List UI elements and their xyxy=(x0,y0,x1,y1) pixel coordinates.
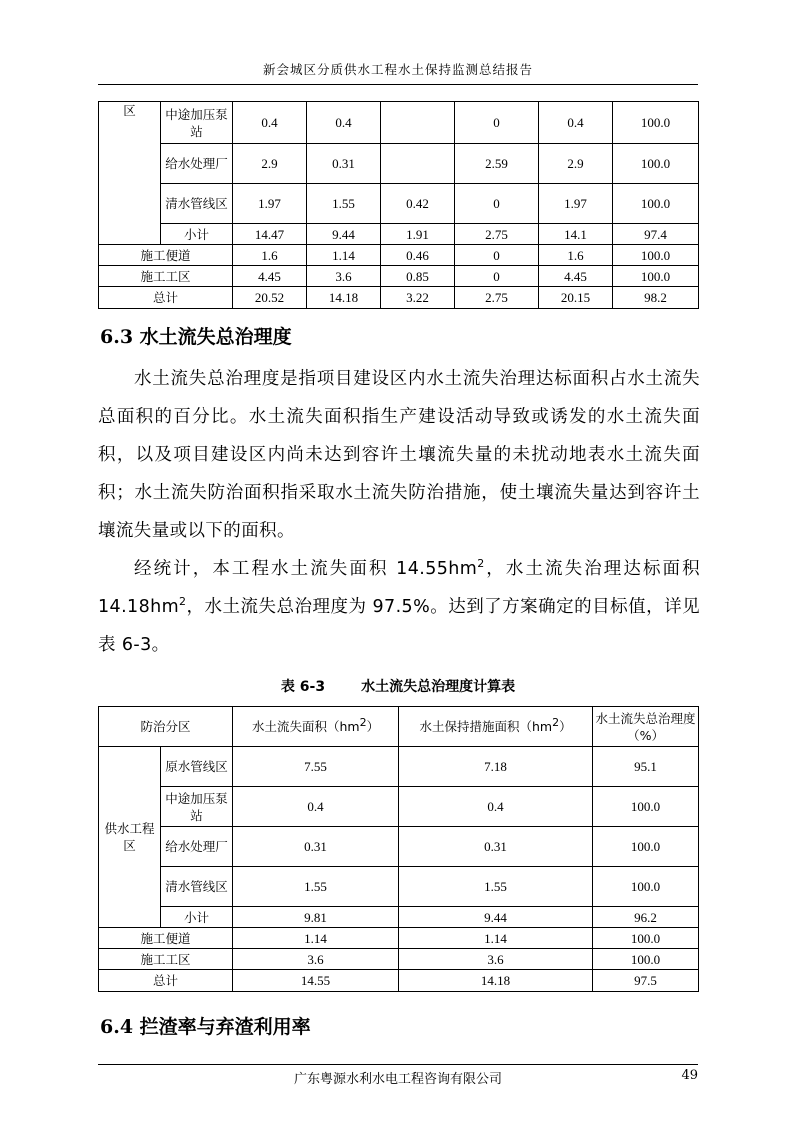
table-cell-name: 总计 xyxy=(99,287,233,309)
table-cell: 1.14 xyxy=(399,928,593,949)
table-cell: 97.5 xyxy=(593,970,699,992)
table-cell: 14.47 xyxy=(233,224,307,245)
table-row xyxy=(99,184,699,224)
table-cell: 0.46 xyxy=(381,245,455,266)
table-row xyxy=(99,907,699,928)
table-cell: 3.6 xyxy=(233,949,399,970)
table-cell: 3.6 xyxy=(307,266,381,287)
header-zone: 防治分区 xyxy=(99,707,233,747)
table-cell: 20.15 xyxy=(539,287,613,309)
table-cell: 100.0 xyxy=(613,144,699,184)
table-cell: 0 xyxy=(455,184,539,224)
table-row xyxy=(99,928,699,949)
table-cell: 97.4 xyxy=(613,224,699,245)
table-cell: 95.1 xyxy=(593,747,699,787)
header-control-rate: 水土流失总治理度（%） xyxy=(593,707,699,747)
table-cell: 0 xyxy=(455,266,539,287)
page-number: 49 xyxy=(681,1068,698,1083)
table-cell: 7.18 xyxy=(399,747,593,787)
page-header-title: 新会城区分质供水工程水土保持监测总结报告 xyxy=(262,62,533,77)
table-row xyxy=(99,827,699,867)
table-cell: 2.9 xyxy=(539,144,613,184)
table-cell: 1.97 xyxy=(539,184,613,224)
table-row xyxy=(99,970,699,992)
table-6-3 xyxy=(98,706,699,992)
table-row xyxy=(99,867,699,907)
table-row xyxy=(99,949,699,970)
table-cell: 0.4 xyxy=(539,102,613,144)
table-cell: 100.0 xyxy=(613,102,699,144)
table-cell: 100.0 xyxy=(593,827,699,867)
table-cell: 0.4 xyxy=(307,102,381,144)
table-cell xyxy=(381,102,455,144)
table-cell-name: 中途加压泵站 xyxy=(161,102,233,144)
table-caption-number: 表 6-3 xyxy=(280,679,326,695)
footer-rule xyxy=(98,1064,698,1065)
table-6-2-continued xyxy=(98,101,699,309)
table-cell: 9.44 xyxy=(307,224,381,245)
table-cell: 0 xyxy=(455,245,539,266)
paragraph-definition: 水土流失总治理度是指项目建设区内水土流失治理达标面积占水土流失总面积的百分比。水土流失面积指生产建设活动导致或诱发的水土流失面积，以及项目建设区内尚未达到容许土壤流失量的未扰动地表水土流失面积；水土流失防治面积指采取水土流失防治措施，使土壤流失量达到容许土壤流失量或以下的面积。 xyxy=(98,369,700,541)
table-cell-name: 清水管线区 xyxy=(161,184,233,224)
table-cell: 1.6 xyxy=(539,245,613,266)
table-cell: 0.4 xyxy=(233,102,307,144)
table-row xyxy=(99,266,699,287)
table-cell: 2.59 xyxy=(455,144,539,184)
table-cell: 2.75 xyxy=(455,224,539,245)
table-cell xyxy=(381,144,455,184)
table-cell: 0.4 xyxy=(233,787,399,827)
table-cell: 1.91 xyxy=(381,224,455,245)
stat-text-1: 经统计，本工程水土流失面积 14.55hm xyxy=(134,559,478,579)
header-rule xyxy=(98,84,698,85)
table-cell: 4.45 xyxy=(233,266,307,287)
table-cell: 7.55 xyxy=(233,747,399,787)
table-cell: 0.42 xyxy=(381,184,455,224)
table-cell: 0.85 xyxy=(381,266,455,287)
table-cell: 100.0 xyxy=(613,184,699,224)
table-cell: 2.75 xyxy=(455,287,539,309)
table-cell: 1.97 xyxy=(233,184,307,224)
table-cell: 1.55 xyxy=(399,867,593,907)
stat-text-3: ，水土流失总治理度为 97.5%。达到了方案确定的目标值，详见表 6-3。 xyxy=(98,597,700,655)
table-cell: 0.31 xyxy=(399,827,593,867)
table-cell: 2.9 xyxy=(233,144,307,184)
table-cell: 1.14 xyxy=(233,928,399,949)
table-cell-name: 原水管线区 xyxy=(161,747,233,787)
table-cell-name: 小计 xyxy=(161,907,233,928)
table-cell-zone: 区 xyxy=(99,102,161,245)
table-cell-name: 中途加压泵站 xyxy=(161,787,233,827)
footer-company: 广东粤源水利水电工程咨询有限公司 xyxy=(293,1072,502,1087)
paragraph-statistics xyxy=(98,550,700,664)
table-cell: 100.0 xyxy=(613,266,699,287)
table-cell-name: 总计 xyxy=(99,970,233,992)
table-cell: 14.1 xyxy=(539,224,613,245)
table-cell: 1.55 xyxy=(233,867,399,907)
table-cell: 0.4 xyxy=(399,787,593,827)
table-cell: 3.22 xyxy=(381,287,455,309)
table-cell-name: 施工工区 xyxy=(99,949,233,970)
table-cell: 1.55 xyxy=(307,184,381,224)
table-header-row xyxy=(99,707,699,747)
table-cell: 1.14 xyxy=(307,245,381,266)
header-measure-area: 水土保持措施面积$(hm^2)$ xyxy=(399,707,593,747)
table-row xyxy=(99,245,699,266)
table-cell-group: 供水工程区 xyxy=(99,747,161,928)
section-6-3-body xyxy=(98,360,700,664)
table-cell: 9.81 xyxy=(233,907,399,928)
superscript: 2 xyxy=(179,595,187,609)
table-caption xyxy=(98,676,698,696)
table-cell-name: 给水处理厂 xyxy=(161,827,233,867)
table-cell: 0.31 xyxy=(307,144,381,184)
table-row xyxy=(99,747,699,787)
table-cell: 100.0 xyxy=(593,949,699,970)
table-cell: 0.31 xyxy=(233,827,399,867)
header-erosion-area: 水土流失面积$(hm^2)$ xyxy=(233,707,399,747)
table-row xyxy=(99,144,699,184)
table-cell: 14.18 xyxy=(307,287,381,309)
table-cell: 9.44 xyxy=(399,907,593,928)
superscript: 2 xyxy=(477,557,485,571)
stat-text-2: ，水土流失治理达标面积 14.18hm xyxy=(98,559,700,617)
section-heading-6-3: 6.3 水土流失总治理度 xyxy=(100,326,292,348)
table-caption-title: 水土流失总治理度计算表 xyxy=(361,679,516,695)
table-row xyxy=(99,102,699,144)
table-cell: 4.45 xyxy=(539,266,613,287)
table-cell-name: 施工便道 xyxy=(99,928,233,949)
table-cell: 14.55 xyxy=(233,970,399,992)
table-cell-name: 给水处理厂 xyxy=(161,144,233,184)
table-cell: 100.0 xyxy=(593,787,699,827)
table-cell-name: 施工便道 xyxy=(99,245,233,266)
table-cell: 0 xyxy=(455,102,539,144)
table-cell-name: 施工工区 xyxy=(99,266,233,287)
table-row xyxy=(99,287,699,309)
table-cell-name: 清水管线区 xyxy=(161,867,233,907)
table-cell: 14.18 xyxy=(399,970,593,992)
table-row xyxy=(99,224,699,245)
section-heading-6-4: 6.4 拦渣率与弃渣利用率 xyxy=(100,1016,311,1038)
table-cell: 100.0 xyxy=(613,245,699,266)
table-row xyxy=(99,787,699,827)
table-cell-name: 小计 xyxy=(161,224,233,245)
table-cell: 100.0 xyxy=(593,867,699,907)
table-cell: 1.6 xyxy=(233,245,307,266)
table-cell: 98.2 xyxy=(613,287,699,309)
table-cell: 3.6 xyxy=(399,949,593,970)
table-cell: 100.0 xyxy=(593,928,699,949)
table-cell: 96.2 xyxy=(593,907,699,928)
table-cell: 20.52 xyxy=(233,287,307,309)
